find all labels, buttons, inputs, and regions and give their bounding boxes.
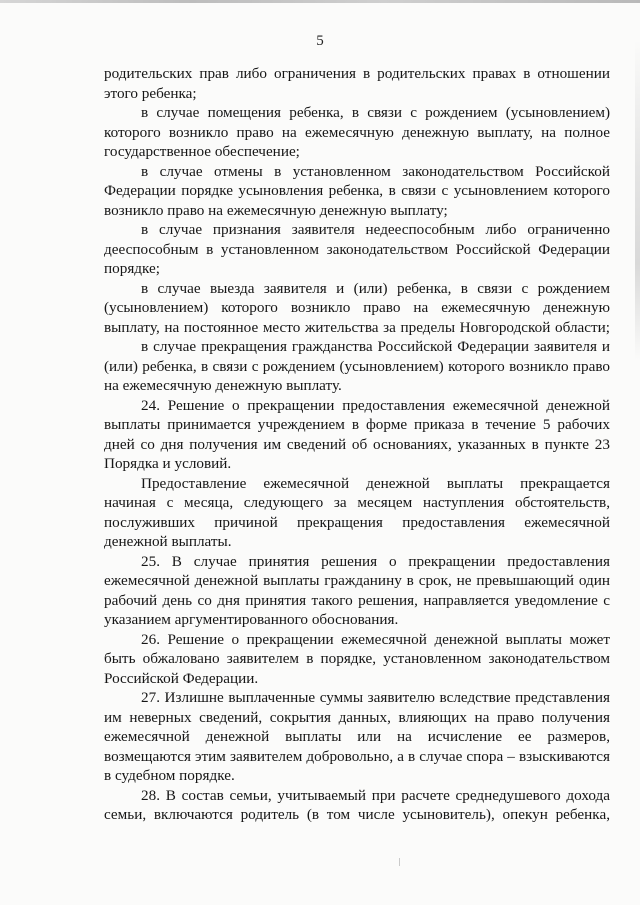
text-line: ежемесячной денежной выплаты гражданину в срок, не превышающий один xyxy=(104,572,610,589)
text-line: 28. В состав семьи, учитываемый при расчете среднедушевого дохода xyxy=(141,786,610,804)
text-line: в случае помещения ребенка, в связи с рождением (усыновлением) xyxy=(141,104,610,121)
scan-mark xyxy=(399,858,400,866)
text-line: порядке; xyxy=(104,260,160,277)
text-line: денежной выплаты. xyxy=(104,533,232,550)
text-line: родительских прав либо ограничения в родительских правах в отношении xyxy=(104,65,610,82)
text-line: возмещаются этим заявителем добровольно, а в случае спора – взыскиваются xyxy=(104,747,610,765)
text-line: Предоставление ежемесячной денежной выплаты прекращается xyxy=(141,474,610,492)
scan-edge-right xyxy=(635,40,640,360)
text-line: семьи, включаются родитель (в том числе усыновитель), опекун ребенка, xyxy=(104,806,610,823)
text-line: Российской Федерации. xyxy=(104,669,259,687)
text-line: 25. В случае принятия решения о прекращении предоставления xyxy=(141,552,610,570)
text-line: быть обжаловано заявителем в порядке, установленном законодательством xyxy=(104,650,610,667)
text-line: этого ребенка; xyxy=(104,84,197,102)
text-line: государственное обеспечение; xyxy=(104,143,300,160)
text-line: на ежемесячную денежную выплату. xyxy=(104,377,342,394)
text-line: выплату, на постоянное место жительства за пределы Новгородской области; xyxy=(104,318,610,336)
text-line: в случае выезда заявителя и (или) ребенка, в связи с рождением xyxy=(141,279,610,297)
text-line: (или) ребенка, в связи с рождением (усыновлением) которого возникло право xyxy=(104,357,610,375)
page-number: 5 xyxy=(316,33,324,49)
document-body xyxy=(104,64,610,825)
text-line: которого возникло право на ежемесячную денежную выплату, на полное xyxy=(104,123,610,141)
text-line: возникло право на ежемесячную денежную выплату; xyxy=(104,201,448,219)
text-line: 24. Решение о прекращении предоставления ежемесячной денежной xyxy=(141,396,610,414)
text-line: 26. Решение о прекращении ежемесячной денежной выплаты может xyxy=(141,630,610,648)
text-line: в случае признания заявителя недееспособным либо ограниченно xyxy=(141,221,610,238)
text-line: выплаты принимается учреждением в форме приказа в течение 5 рабочих xyxy=(104,416,610,433)
text-line: в случае отмены в установленном законодательством Российской xyxy=(141,162,610,180)
text-line: дней со дня получения им сведений об основаниях, указанных в пункте 23 xyxy=(104,435,610,453)
scan-edge-top xyxy=(0,0,640,3)
text-line: им неверных сведений, сокрытия данных, влияющих на право получения xyxy=(104,708,610,726)
text-line: Порядка и условий. xyxy=(104,455,232,472)
text-line: указанием аргументированного обоснования. xyxy=(104,611,399,628)
text-line: рабочий день со дня принятия такого решения, направляется уведомление с xyxy=(104,591,610,609)
text-line: начиная с месяца, следующего за месяцем наступления обстоятельств, xyxy=(104,494,610,511)
text-line: ежемесячной денежной выплаты или на исчисление ее размеров, xyxy=(104,728,610,745)
text-line: послуживших причиной прекращения предоставления ежемесячной xyxy=(104,513,610,531)
text-line: (усыновлением) которого возникло право на ежемесячную денежную xyxy=(104,299,610,316)
text-line: 27. Излишне выплаченные суммы заявителю вследствие представления xyxy=(141,689,610,706)
text-line: в случае прекращения гражданства Российской Федерации заявителя и xyxy=(141,338,610,355)
text-line: в судебном порядке. xyxy=(104,767,235,784)
text-line: дееспособным в установленном законодательством Российской Федерации xyxy=(104,240,610,258)
text-line: Федерации порядке усыновления ребенка, в связи с усыновлением которого xyxy=(104,182,610,199)
